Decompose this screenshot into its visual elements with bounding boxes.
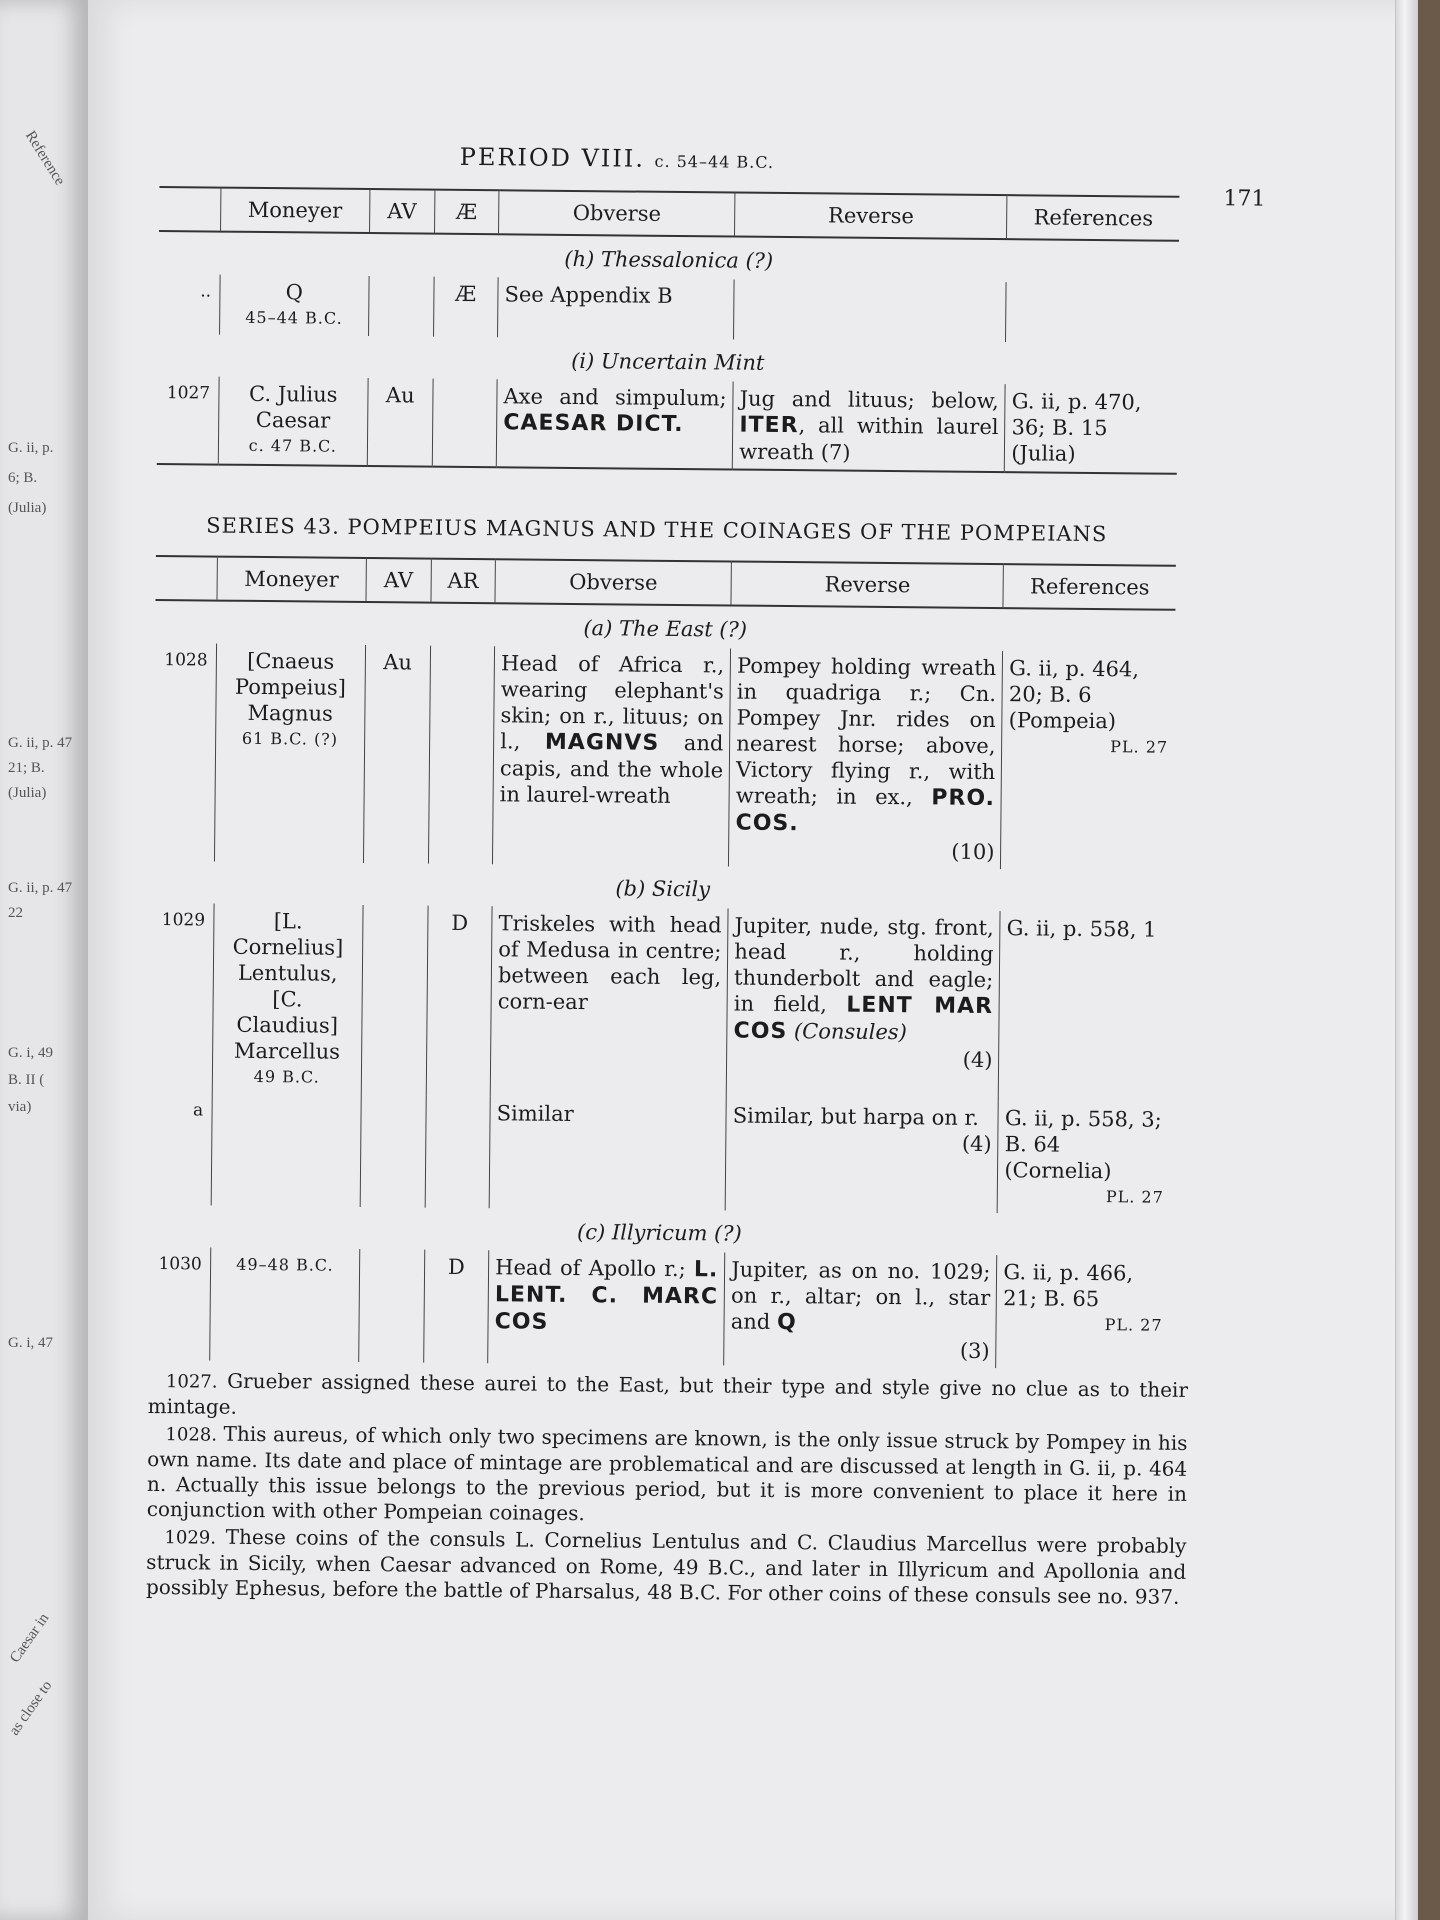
reverse-text: Jupiter, as on no. 1029; on r., altar; on l., star and	[730, 1257, 991, 1334]
section-heading-thessalonica: (h) Thessalonica (?)	[564, 246, 774, 273]
moneyer-dates: 45–44 B.C.	[245, 307, 343, 328]
obverse-cell	[493, 646, 731, 866]
left-page-fragment: G. ii, p. 47	[8, 880, 73, 896]
coin-table-period-viii	[157, 186, 1180, 475]
entry-number: 1030	[158, 1254, 202, 1275]
moneyer-line: Magnus	[247, 700, 333, 726]
moneyer-cell	[219, 275, 369, 336]
series-title: SERIES 43. POMPEIUS MAGNUS AND THE COINAGES OF THE POMPEIANS	[206, 513, 1108, 547]
moneyer-dates: c. 47 B.C.	[248, 435, 337, 456]
entry-number: 1029	[161, 910, 206, 931]
references-cell	[1001, 651, 1175, 871]
moneyer-line: [C. Claudius]	[236, 987, 339, 1038]
references-cell	[1006, 282, 1179, 344]
left-page-fragment: B. II (	[8, 1072, 45, 1088]
reverse-legend: PRO. COS.	[735, 785, 996, 837]
moneyer-cell	[212, 904, 363, 1095]
left-page-fragment: 22	[8, 905, 23, 921]
entry-number: 1028	[164, 650, 208, 671]
left-page-fragment: G. ii, p. 47	[8, 735, 73, 751]
left-page-fragment: as close to	[6, 1678, 56, 1739]
column-header-obverse: Obverse	[499, 190, 736, 236]
period-title-text: PERIOD VIII.	[459, 142, 646, 173]
obverse-cell: See Appendix B	[498, 277, 735, 339]
reverse-text: (Consules)	[793, 1019, 907, 1045]
footnote-text: These coins of the consuls L. Cornelius Lentulus and C. Claudius Marcellus were probably struck in Sicily, when Caesar advanced on Rome, 49 B.C., and later in Illyricum and Apollonia and possibly Ephesus, before the battle of Pharsalus, 48 B.C. For other coins of these consuls see no. 937.	[145, 1524, 1187, 1609]
page-edge	[1395, 0, 1418, 1920]
column-header-bronze: Æ	[434, 190, 499, 235]
footnote	[147, 1421, 1188, 1532]
table-row	[150, 1093, 1171, 1215]
obverse-text: Axe and simpulum;	[503, 384, 727, 411]
obverse-cell: Similar	[489, 1096, 726, 1210]
moneyer-line: Lentulus,	[237, 960, 338, 986]
moneyer-line: [Cnaeus	[247, 648, 335, 674]
left-page-fragment: 6; B.	[8, 470, 38, 486]
section-heading-uncertain-mint: (i) Uncertain Mint	[571, 348, 765, 375]
period-dates: c. 54–44 B.C.	[654, 151, 775, 172]
obverse-legend: MAGNVS	[544, 729, 660, 756]
reverse-count: (10)	[951, 839, 995, 865]
reverse-text: Jug and lituus; below,	[739, 386, 999, 414]
table-row	[158, 274, 1179, 344]
column-header-references: References	[1007, 195, 1180, 241]
bronze-cell: Æ	[433, 277, 498, 338]
left-page-fragment: Caesar in	[7, 1610, 53, 1666]
reverse-cell	[724, 1252, 997, 1368]
obverse-legend: L. LENT. C. MARC COS	[494, 1257, 719, 1335]
references-text: G. ii, p. 558, 3; B. 64 (Cornelia)	[1004, 1106, 1162, 1184]
moneyer-dates: 49 B.C.	[253, 1066, 320, 1087]
reverse-text: Similar, but harpa on r.	[732, 1103, 980, 1130]
reverse-cell	[734, 280, 1007, 343]
coin-table-series-43	[148, 555, 1176, 1370]
column-header-gold: AV	[366, 558, 431, 603]
references-cell: G. ii, p. 470, 36; B. 15 (Julia)	[1005, 384, 1178, 474]
book-page	[88, 0, 1418, 1920]
plate-reference: PL. 27	[1105, 1187, 1164, 1207]
moneyer-dates: 61 B.C. (?)	[241, 728, 339, 749]
footnote	[148, 1368, 1188, 1429]
moneyer-cell	[214, 644, 365, 863]
reverse-count: (3)	[959, 1338, 990, 1364]
period-title	[460, 143, 775, 174]
obverse-cell: Triskeles with head of Medusa in centre; between each leg, corn-ear	[490, 906, 728, 1098]
section-heading-east: (a) The East (?)	[583, 616, 748, 642]
left-page-fragment: (Julia)	[8, 785, 47, 801]
reverse-count: (4)	[961, 1131, 992, 1157]
reverse-legend: LENT MAR COS	[733, 992, 994, 1045]
footnotes	[146, 1368, 1188, 1610]
page-number: 171	[1223, 186, 1266, 212]
table-row	[157, 376, 1178, 474]
obverse-text: Head of Apollo r.;	[495, 1255, 686, 1282]
table-row	[153, 643, 1175, 871]
reverse-text: Pompey holding wreath in quadriga r.; Cn. Pompey Jnr. rides on nearest horse; above, Victory flying r., with wreath; in ex.,	[735, 653, 997, 810]
bronze-cell	[432, 379, 497, 468]
references-cell	[998, 1101, 1171, 1215]
references-text: G. ii, p. 466, 21; B. 65	[1003, 1260, 1134, 1312]
footnote-number: 1029.	[164, 1527, 217, 1549]
footnote-text: Grueber assigned these aurei to the East, but their type and style give no clue as to their mintage.	[147, 1368, 1189, 1419]
reverse-cell	[725, 1098, 998, 1213]
column-header-moneyer: Moneyer	[220, 188, 370, 233]
gold-cell	[361, 905, 427, 1096]
obverse-legend: CAESAR DICT.	[503, 410, 684, 438]
left-page-fragment: G. i, 47	[8, 1335, 53, 1351]
reverse-text: Jupiter, nude, stg. front, head r., holding thunderbolt and eagle; in field,	[733, 913, 994, 1017]
left-page-fragment: (Julia)	[8, 500, 47, 516]
reverse-legend: ITER	[739, 412, 799, 439]
moneyer-name: Q	[285, 280, 303, 305]
entry-number: 1027	[157, 376, 219, 465]
reverse-cell	[729, 649, 1003, 870]
column-header-obverse: Obverse	[495, 559, 732, 605]
table-row	[151, 903, 1173, 1103]
obverse-text: Head of Africa r., wearing elephant's skin; on r., lituus; on l.,	[500, 651, 725, 754]
moneyer-line: Caesar	[255, 407, 331, 433]
entry-number: a	[193, 1100, 204, 1121]
reverse-cell	[726, 908, 1000, 1101]
moneyer-line: [L. Cornelius]	[232, 909, 344, 960]
column-header-moneyer: Moneyer	[217, 557, 367, 602]
gold-cell	[359, 1249, 425, 1363]
entry-number: ..	[200, 281, 212, 302]
plate-reference: PL. 27	[1110, 737, 1169, 757]
section-heading-illyricum: (c) Illyricum (?)	[576, 1220, 742, 1246]
footnote-number: 1028.	[165, 1424, 218, 1446]
column-header-silver: AR	[431, 559, 496, 604]
moneyer-cell	[218, 377, 368, 466]
table-row	[148, 1247, 1169, 1370]
references-cell	[996, 1255, 1169, 1370]
gold-cell	[360, 1095, 426, 1208]
silver-cell: D	[423, 1250, 489, 1364]
gold-cell	[368, 276, 433, 337]
column-header-number	[155, 556, 217, 601]
reverse-legend: Q	[776, 1309, 797, 1336]
references-cell: G. ii, p. 558, 1	[999, 911, 1173, 1103]
left-page-fragment: G. i, 49	[8, 1045, 53, 1061]
gold-cell: Au	[367, 378, 432, 467]
column-header-references: References	[1003, 564, 1176, 610]
moneyer-line: C. Julius	[248, 381, 338, 407]
page-content	[145, 130, 1266, 1612]
silver-cell	[425, 1096, 491, 1209]
reverse-text: , all within laurel wreath	[739, 413, 999, 465]
left-page-fragment: 21; B.	[8, 760, 45, 776]
column-header-reverse: Reverse	[735, 193, 1008, 240]
footnote-number: 1027.	[165, 1371, 218, 1393]
reverse-cell	[733, 382, 1006, 473]
gold-cell: Au	[363, 645, 430, 864]
reverse-count: (4)	[962, 1047, 993, 1073]
silver-cell: D	[426, 906, 492, 1097]
left-page-fragment: via)	[8, 1099, 32, 1115]
left-page-fragment: Reference	[21, 128, 68, 189]
obverse-cell	[496, 379, 733, 469]
moneyer-dates: 49–48 B.C.	[209, 1248, 359, 1362]
references-text: G. ii, p. 464, 20; B. 6 (Pompeia)	[1008, 656, 1140, 734]
silver-cell	[428, 646, 495, 865]
plate-reference: PL. 27	[1104, 1315, 1163, 1335]
column-header-gold: AV	[369, 189, 434, 234]
footnote-text: This aureus, of which only two specimens are known, is the only issue struck by Pompey in his own name. Its date and place of mintage are problematical and are discussed at length in G. ii, p. 464 n. Actually this issue belongs to the previous period, but it is more convenient to place it here in conjunction with other Pompeian coinages.	[146, 1421, 1188, 1526]
obverse-text: and capis, and the whole in laurel-wreath	[499, 731, 724, 808]
column-header-number	[159, 187, 221, 232]
column-header-reverse: Reverse	[731, 562, 1004, 609]
footnote	[146, 1524, 1187, 1610]
moneyer-cell	[211, 1094, 361, 1207]
section-heading-sicily: (b) Sicily	[615, 876, 711, 902]
moneyer-line: Pompeius]	[234, 674, 347, 700]
obverse-cell	[488, 1250, 725, 1365]
left-page	[0, 0, 89, 1920]
reverse-count: (7)	[820, 440, 851, 465]
moneyer-line: Marcellus	[233, 1038, 341, 1064]
left-page-fragment: G. ii, p.	[8, 440, 54, 456]
